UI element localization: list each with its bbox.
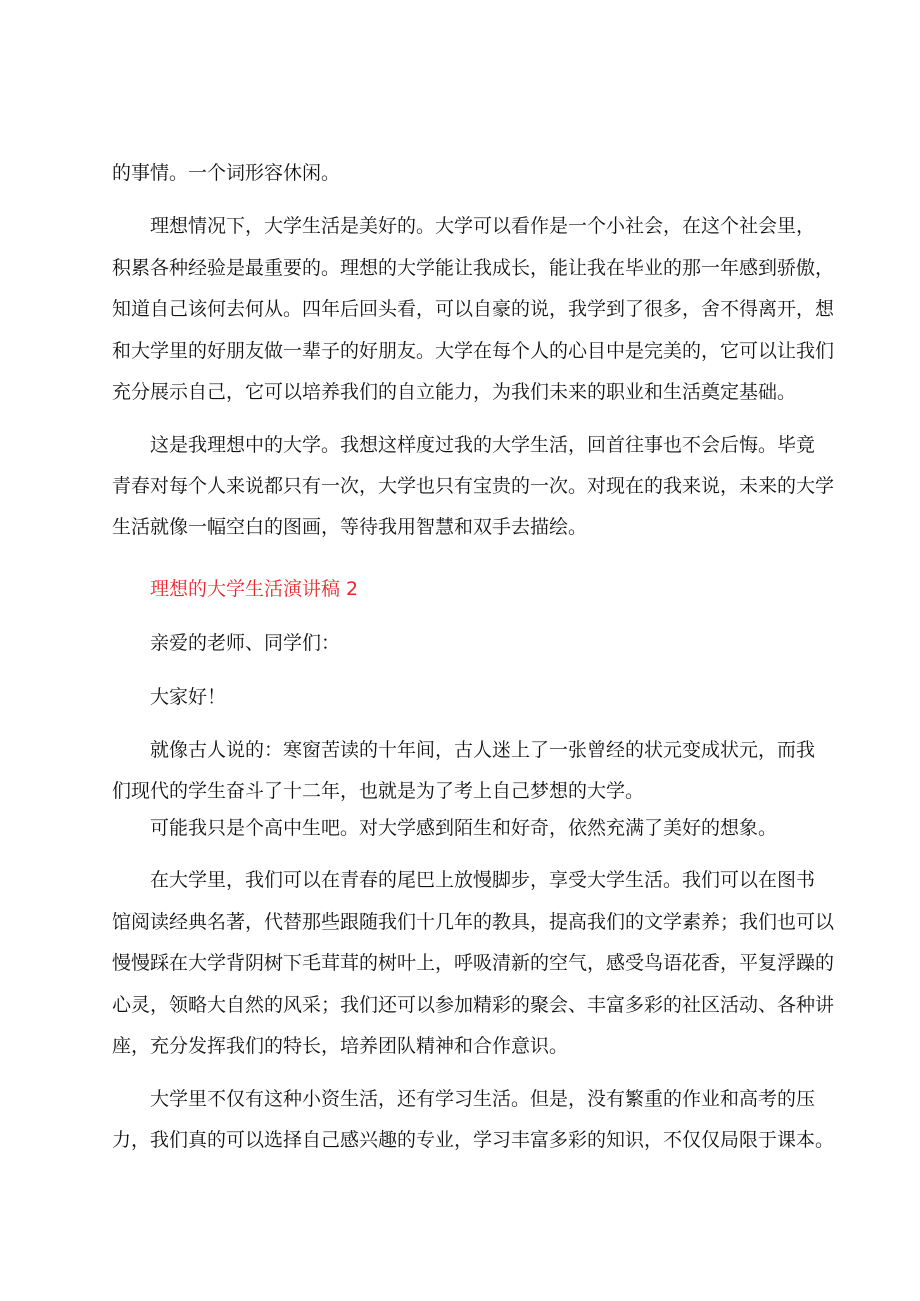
paragraph-line: 积累各种经验是最重要的。理想的大学能让我成长，能让我在毕业的那一年感到骄傲， <box>112 257 835 279</box>
paragraph-line: 这是我理想中的大学。我想这样度过我的大学生活，回首往事也不会后悔。毕竟 <box>150 434 816 456</box>
paragraph-line: 力，我们真的可以选择自己感兴趣的专业，学习丰富多彩的知识，不仅仅局限于课本。 <box>112 1129 835 1151</box>
paragraph-line: 生活就像一幅空白的图画，等待我用智慧和双手去描绘。 <box>112 516 588 538</box>
paragraph-line: 就像古人说的：寒窗苦读的十年间，古人迷上了一张曾经的状元变成状元，而我 <box>150 739 816 761</box>
paragraph-line: 知道自己该何去何从。四年后回头看，可以自豪的说，我学到了很多，舍不得离开，想 <box>112 298 835 320</box>
paragraph-line: 心灵，领略大自然的风采；我们还可以参加精彩的聚会、丰富多彩的社区活动、各种讲 <box>112 994 835 1016</box>
paragraph-line: 们现代的学生奋斗了十二年，也就是为了考上自己梦想的大学。 <box>112 780 645 802</box>
paragraph-line: 青春对每个人来说都只有一次，大学也只有宝贵的一次。对现在的我来说，未来的大学 <box>112 475 835 497</box>
greeting: 大家好！ <box>150 686 227 708</box>
paragraph-line: 可能我只是个高中生吧。对大学感到陌生和好奇，依然充满了美好的想象。 <box>150 817 778 839</box>
paragraph-line: 馆阅读经典名著，代替那些跟随我们十几年的教具，提高我们的文学素养；我们也可以 <box>112 911 835 933</box>
salutation: 亲爱的老师、同学们： <box>150 632 341 654</box>
paragraph-line: 在大学里，我们可以在青春的尾巴上放慢脚步，享受大学生活。我们可以在图书 <box>150 869 816 891</box>
paragraph-line: 理想情况下，大学生活是美好的。大学可以看作是一个小社会，在这个社会里， <box>150 215 816 237</box>
paragraph-line: 大学里不仅有这种小资生活，还有学习生活。但是，没有繁重的作业和高考的压 <box>150 1088 816 1110</box>
paragraph-line: 的事情。一个词形容休闲。 <box>112 162 341 184</box>
paragraph-line: 慢慢踩在大学背阴树下毛茸茸的树叶上，呼吸清新的空气，感受鸟语花香，平复浮躁的 <box>112 952 835 974</box>
paragraph-line: 座，充分发挥我们的特长，培养团队精神和合作意识。 <box>112 1035 569 1057</box>
paragraph-line: 和大学里的好朋友做一辈子的好朋友。大学在每个人的心目中是完美的，它可以让我们 <box>112 340 835 362</box>
section-heading: 理想的大学生活演讲稿 2 <box>150 578 359 600</box>
paragraph-line: 充分展示自己，它可以培养我们的自立能力，为我们未来的职业和生活奠定基础。 <box>112 381 797 403</box>
